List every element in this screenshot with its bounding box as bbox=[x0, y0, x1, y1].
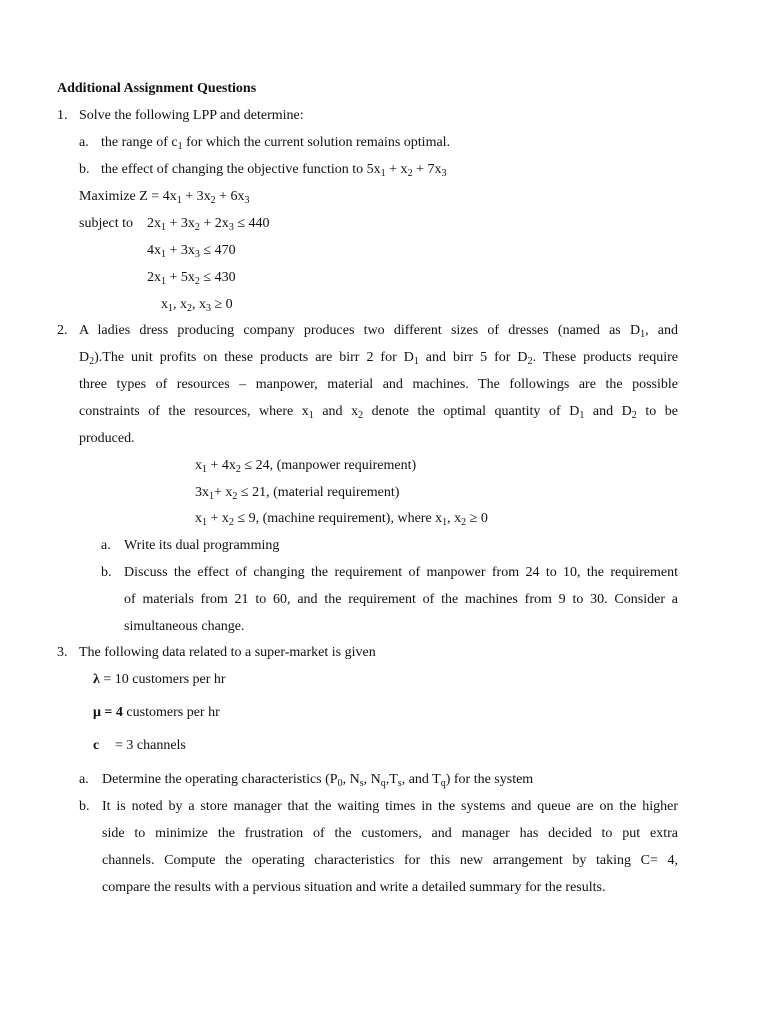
q2-line-1: A ladies dress producing company produces two different sizes of dresses (named as $D_1$, and bbox=[79, 323, 678, 340]
q3-b-line-3: channels. Compute the operating characteristics for this new arrangement by taking C= 4, bbox=[102, 853, 678, 868]
q1-constraint-1: $2x_1 + 3x_2 + 2x_3 \le 440$ bbox=[147, 216, 270, 233]
q3-channels: c = 3 channels bbox=[93, 738, 186, 753]
q1-a-text: the range of $c_1$ for which the current solution remains optimal. bbox=[101, 135, 451, 152]
q2-number: 2. bbox=[57, 323, 68, 338]
assignment-title: Additional Assignment Questions bbox=[57, 81, 257, 96]
q1-b-marker: b. bbox=[79, 162, 90, 177]
q2-b-marker: b. bbox=[101, 565, 112, 580]
q3-a-marker: a. bbox=[79, 772, 89, 787]
q1-number: 1. bbox=[57, 108, 68, 123]
q1-subject-to-label: subject to bbox=[79, 216, 134, 231]
q1-constraint-3: $2x_1 + 5x_2 \le 430$ bbox=[147, 270, 236, 287]
q2-line-5: produced. bbox=[79, 431, 135, 446]
q3-b-line-2: side to minimize the frustration of the customers, and manager has decided to put extra bbox=[102, 826, 678, 841]
q3-b-line-4: compare the results with a pervious situation and write a detailed summary for the results. bbox=[102, 880, 606, 895]
q2-constraint-manpower: $x_1 + 4x_2 \le 24$, (manpower requirement) bbox=[195, 458, 417, 475]
q1-objective: Maximize $Z = 4x_1 + 3x_2 + 6x_3$ bbox=[79, 189, 250, 206]
q3-b-marker: b. bbox=[79, 799, 90, 814]
q1-intro: Solve the following LPP and determine: bbox=[79, 108, 304, 123]
q2-a-marker: a. bbox=[101, 538, 111, 553]
q3-service-rate: μ = 4 customers per hr bbox=[93, 705, 220, 720]
q2-constraint-material: $3x_1+ x_2 \le 21$, (material requirement) bbox=[195, 485, 400, 502]
q3-intro: The following data related to a super-market is given bbox=[79, 645, 376, 660]
q1-b-text: the effect of changing the objective function to $5x_1 + x_2 + 7x_3$ bbox=[101, 162, 447, 179]
q3-a-text: Determine the operating characteristics ($P_0$, $N_s$, $N_q,T_s$, and $T_q$) for the system bbox=[102, 772, 534, 789]
q1-a-marker: a. bbox=[79, 135, 89, 150]
q3-b-line-1: It is noted by a store manager that the waiting times in the systems and queue are on the higher bbox=[102, 799, 678, 814]
q1-nonnegativity: $x_1$, $x_2$, $x_3 \ge 0$ bbox=[161, 297, 233, 314]
q2-b-line-3: simultaneous change. bbox=[124, 619, 245, 634]
q2-b-line-1: Discuss the effect of changing the requirement of manpower from 24 to 10, the requirement bbox=[124, 565, 678, 580]
q2-constraint-machine: $x_1 + x_2 \le 9$, (machine requirement), where $x_1$, $x_2 \ge 0$ bbox=[195, 511, 488, 528]
q3-arrival-rate: λ = 10 customers per hr bbox=[93, 672, 226, 687]
q2-a-text: Write its dual programming bbox=[124, 538, 280, 553]
q2-line-4: constraints of the resources, where $x_1$ and $x_2$ denote the optimal quantity of $D_1$ and $D_2$ to be bbox=[79, 404, 679, 421]
q1-constraint-2: $4x_1 + 3x_3 \le 470$ bbox=[147, 243, 236, 260]
q2-b-line-2: of materials from 21 to 60, and the requirement of the machines from 9 to 30. Consider a bbox=[124, 592, 678, 607]
q2-line-3: three types of resources – manpower, material and machines. The followings are the possible bbox=[79, 377, 678, 392]
q2-line-2: $D_2).The$ unit profits on these products are birr 2 for $D_1$ and birr 5 for $D_2$. These products require bbox=[79, 350, 679, 367]
q3-number: 3. bbox=[57, 645, 68, 660]
